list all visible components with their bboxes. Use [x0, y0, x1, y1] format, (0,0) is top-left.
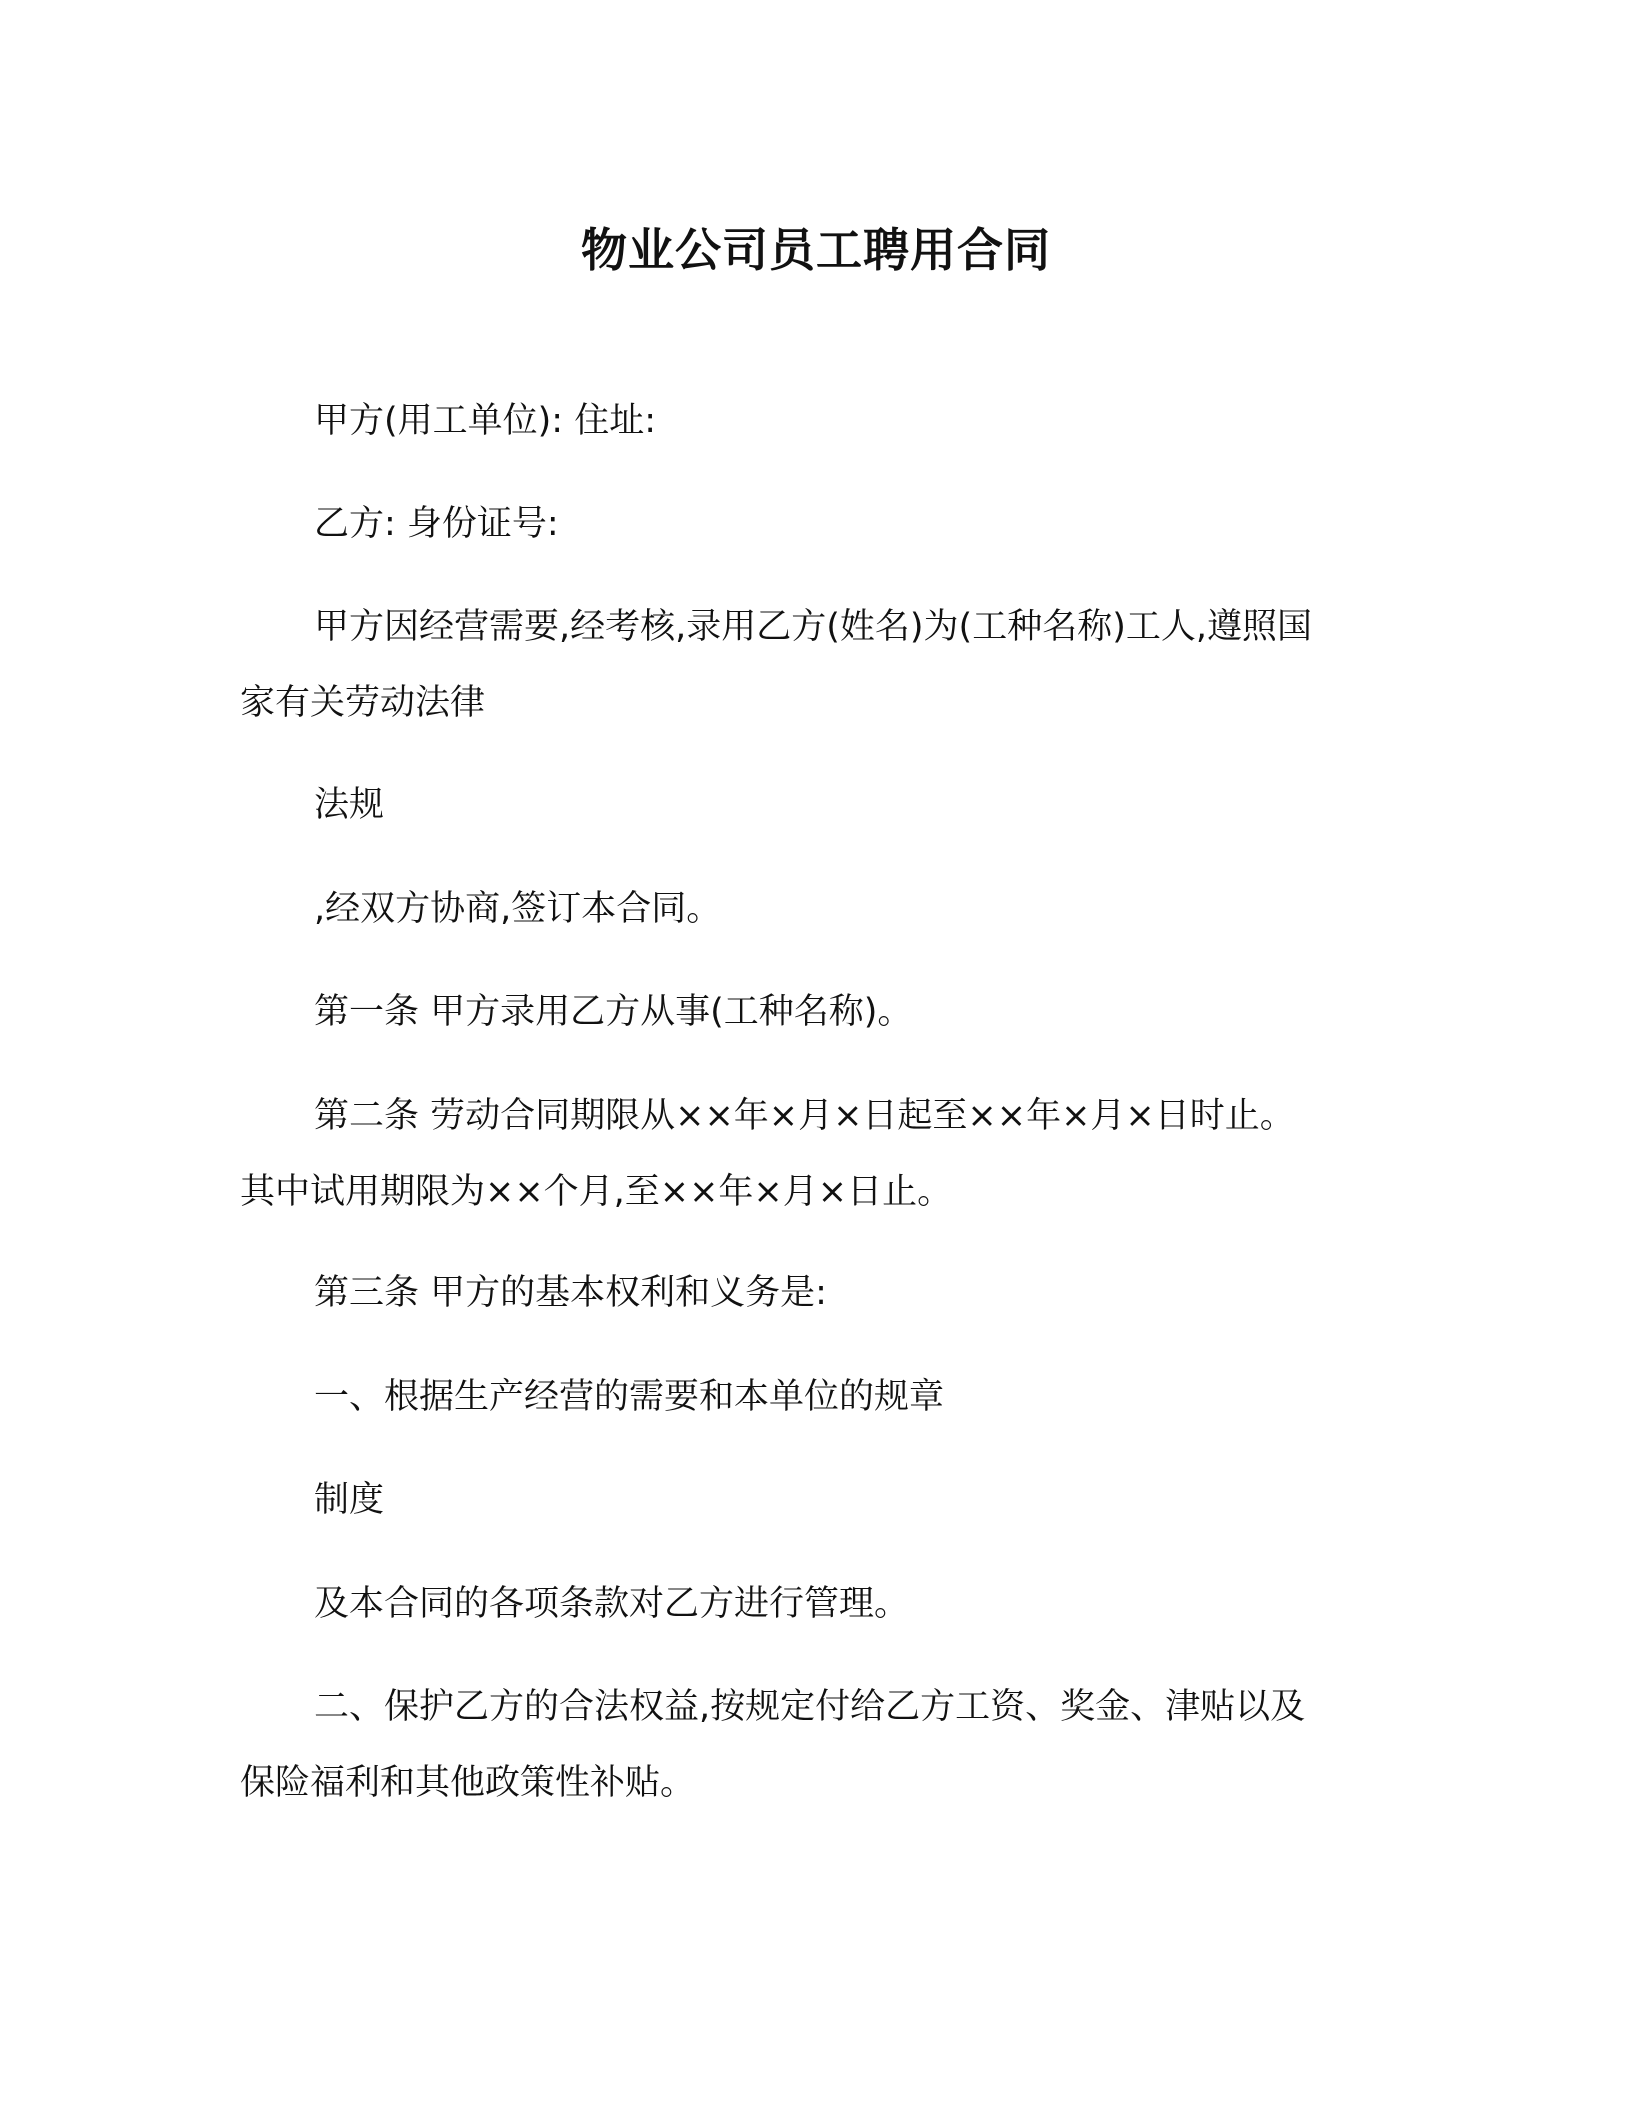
- paragraph-regulations: [240, 767, 1390, 843]
- paragraph-article-3: [240, 1255, 1390, 1331]
- paragraph-rules: [240, 1462, 1390, 1538]
- paragraph-line: 二、保护乙方的合法权益,按规定付给乙方工资、奖金、津贴以及: [314, 1687, 1306, 1727]
- paragraph-line: 法规: [314, 785, 385, 825]
- paragraph-line: 甲方(用工单位): 住址:: [314, 401, 657, 441]
- paragraph-line: 一、根据生产经营的需要和本单位的规章: [314, 1377, 945, 1417]
- paragraph-item-2: [240, 1669, 1390, 1821]
- document-title: 物业公司员工聘用合同: [581, 223, 1051, 277]
- paragraph-line: 其中试用期限为××个月,至××年×月×日止。: [240, 1172, 953, 1212]
- paragraph-line: 及本合同的各项条款对乙方进行管理。: [314, 1584, 910, 1624]
- paragraph-article-2: [240, 1078, 1390, 1230]
- paragraph-line: 第一条 甲方录用乙方从事(工种名称)。: [314, 992, 913, 1032]
- paragraph-line: 制度: [314, 1480, 385, 1520]
- paragraph-line: 第二条 劳动合同期限从××年×月×日起至××年×月×日时止。: [314, 1096, 1295, 1136]
- paragraph-line: 保险福利和其他政策性补贴。: [240, 1763, 696, 1803]
- paragraph-line: 乙方: 身份证号:: [314, 504, 559, 544]
- paragraph-preamble: [240, 589, 1390, 741]
- paragraph-line: ,经双方协商,签订本合同。: [314, 889, 722, 929]
- paragraph-line: 家有关劳动法律: [240, 683, 486, 723]
- paragraph-management: [240, 1566, 1390, 1642]
- paragraph-line: 第三条 甲方的基本权利和义务是:: [314, 1273, 827, 1313]
- paragraph-item-1: [240, 1359, 1390, 1435]
- paragraph-line: 甲方因经营需要,经考核,录用乙方(姓名)为(工种名称)工人,遵照国: [314, 607, 1312, 647]
- paragraph-party-a: [240, 383, 1390, 459]
- paragraph-article-1: [240, 974, 1390, 1050]
- paragraph-agreement: [240, 871, 1390, 947]
- paragraph-party-b: [240, 486, 1390, 562]
